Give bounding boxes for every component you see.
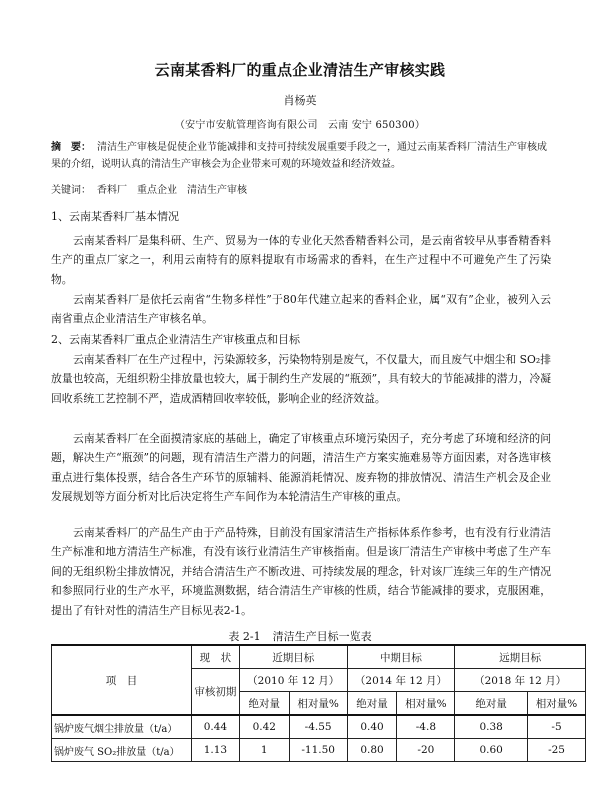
table-header-row-1 — [52, 645, 586, 669]
targets-table — [51, 644, 586, 762]
table-cell-mid-abs: 0.40 — [347, 715, 397, 739]
table-cell-mid-rel: -4.8 — [397, 715, 455, 739]
table-header-mid-abs: 绝对量 — [347, 692, 397, 716]
table-header-near-rel: 相对量% — [289, 692, 347, 716]
section2-paragraph-2: 云南某香料厂在全面摸清家底的基础上，确定了审核重点环境污染因子，充分考虑了环境和经济的问题，解决生产“瓶颈”的问题，现有清洁生产潜力的问题，清洁生产方案实施难易等方面因素，对各选审核重点进行集体投票，结合各生产环节的原辅料、能源消耗情况、废弃物的排放情况、清洁生产机会及企业发展规划等方面分析对比后决定将生产车间作为本轮清洁生产审核的重点。 — [51, 432, 551, 504]
table-header-far-rel: 相对量% — [528, 692, 586, 716]
table-header-near-date: （2010 年 12 月） — [239, 669, 347, 692]
section2-paragraph-3: 云南某香料厂的产品生产由于产品特殊，目前没有国家清洁生产指标体系作参考，也有没有行业清洁生产标准和地方清洁生产标准，有没有该行业清洁生产审核指南。但是该厂清洁生产审核中考虑了生产车间的无组织粉尘排放情况，并结合清洁生产不断改进、可持续发展的理念，针对该厂连续三年的生产情况和参照同行业的生产水平，环境监测数据，结合清洁生产审核的性质，结合节能减排的要求，克服困难，提出了有针对性的清洁生产目标见表2-1。 — [51, 526, 551, 617]
table-cell-current: 0.44 — [191, 715, 239, 739]
table-header-mid-date: （2014 年 12 月） — [347, 669, 455, 692]
section1-heading: 1、云南某香料厂基本情况 — [51, 210, 179, 223]
section2-paragraph-1: 云南某香料厂在生产过程中，污染源较多，污染物特别是废气，不仅量大，而且废气中烟尘和 SO₂排放量也较高，无组织粉尘排放量也较大，属于制约生产发展的“瓶颈”，具有较大的节能减排的潜力，冷凝回收系统工艺控制不严，造成酒精回收率较低，影响企业的经济效益。 — [51, 353, 551, 405]
table-caption-number: 表 2-1 — [228, 630, 261, 643]
table-cell-current: 1.13 — [191, 739, 239, 762]
paper-title: 云南某香料厂的重点企业清洁生产审核实践 — [154, 61, 446, 79]
table-header-far-date: （2018 年 12 月） — [455, 669, 586, 692]
table-row — [52, 739, 586, 762]
table-cell-near-rel: -4.55 — [289, 715, 347, 739]
table-cell-item: 锅炉废气 SO₂排放量（t/a） — [52, 739, 192, 762]
table-header-far-abs: 绝对量 — [455, 692, 528, 716]
table-header-mid-rel: 相对量% — [397, 692, 455, 716]
table-header-near-abs: 绝对量 — [239, 692, 289, 716]
abstract-text: 清洁生产审核是促使企业节能减排和支持可持续发展重要手段之一，通过云南某香料厂清洁生产审核成果的介绍，说明认真的清洁生产审核会为企业带来可观的环境效益和经济效益。 — [51, 142, 547, 170]
keywords-text: 香料厂 重点企业 清洁生产审核 — [97, 185, 247, 196]
table-header-near: 近期目标 — [239, 645, 347, 669]
keywords-label: 关键词： — [51, 185, 91, 196]
section1-paragraph-2: 云南某香料厂是依托云南省“生物多样性”于80年代建立起来的香料企业，属“双有”企业，被列入云南省重点企业清洁生产审核名单。 — [51, 293, 551, 326]
table-cell-far-rel: -5 — [528, 715, 586, 739]
table-header-mid: 中期目标 — [347, 645, 455, 669]
table-cell-far-rel: -25 — [528, 739, 586, 762]
table-cell-item: 锅炉废气烟尘排放量（t/a） — [52, 715, 192, 739]
table-cell-mid-rel: -20 — [397, 739, 455, 762]
table-cell-near-rel: -11.50 — [289, 739, 347, 762]
section1-paragraph-1: 云南某香料厂是集科研、生产、贸易为一体的专业化天然香精香料公司，是云南省较早从事香精香料生产的重点厂家之一，利用云南特有的原料提取有市场需求的香料，在生产过程中不可避免产生了污染物。 — [51, 234, 551, 286]
table-cell-near-abs: 1 — [239, 739, 289, 762]
table-cell-near-abs: 0.42 — [239, 715, 289, 739]
abstract-label: 摘 要： — [51, 142, 91, 153]
table-cell-far-abs: 0.60 — [455, 739, 528, 762]
table-cell-far-abs: 0.38 — [455, 715, 528, 739]
abstract — [51, 139, 551, 173]
table-row — [52, 715, 586, 739]
section2-heading: 2、云南某香料厂重点企业清洁生产审核重点和目标 — [51, 333, 300, 346]
table-header-status: 现 状 — [191, 645, 239, 669]
affiliation: （安宁市安航管理咨询有限公司 云南 安宁 650300） — [174, 120, 426, 131]
table-header-item: 项 目 — [52, 645, 192, 715]
table-cell-mid-abs: 0.80 — [347, 739, 397, 762]
table-caption — [0, 628, 600, 644]
table-caption-title: 清洁生产目标一览表 — [272, 630, 372, 643]
table-header-status-sub: 审核初期 — [191, 669, 239, 716]
author: 肖杨英 — [283, 94, 317, 107]
table-header-far: 远期目标 — [455, 645, 586, 669]
keywords — [51, 181, 551, 196]
